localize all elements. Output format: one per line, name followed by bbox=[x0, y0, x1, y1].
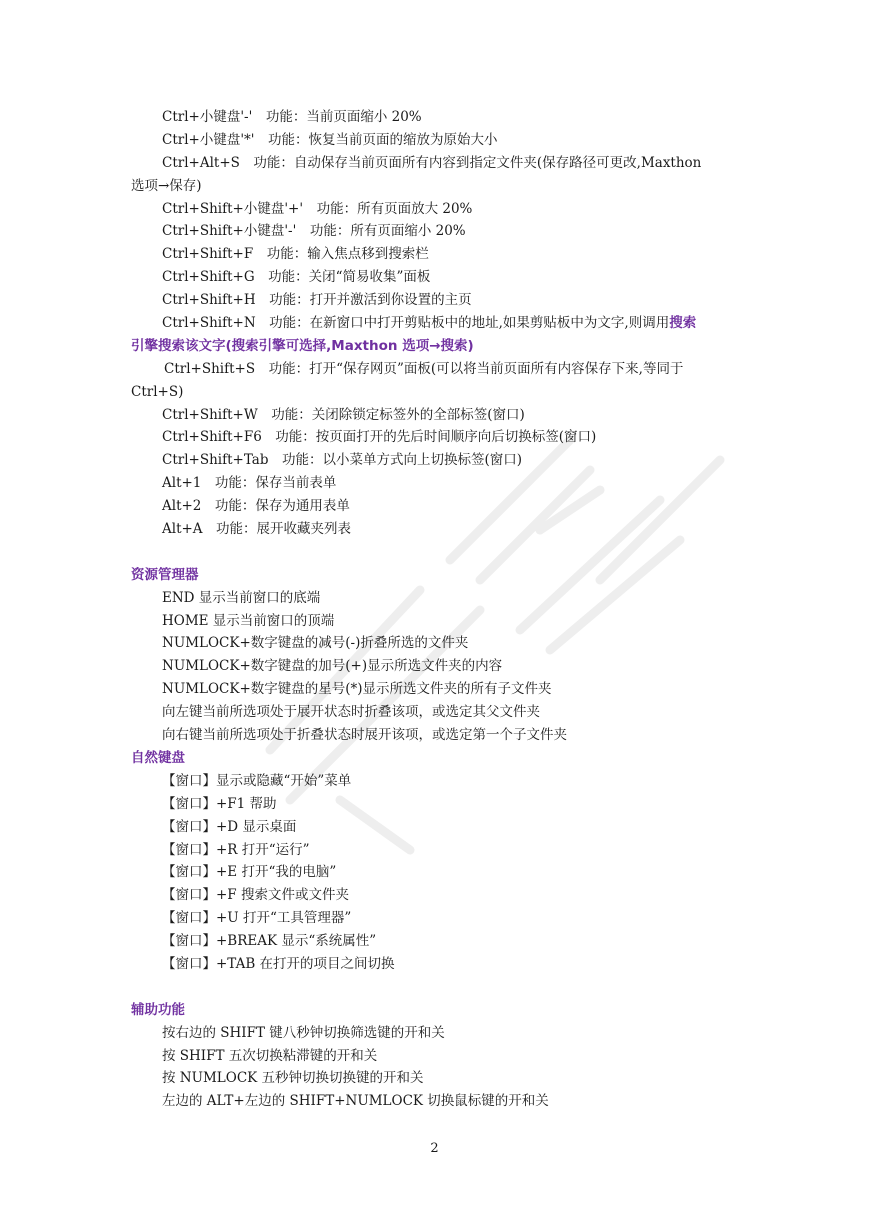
text-line: Ctrl+Shift+F 功能：输入焦点移到搜索栏 bbox=[162, 246, 429, 263]
spacer bbox=[131, 541, 741, 564]
text-line: Ctrl+小键盘'-' 功能：当前页面缩小 20% bbox=[162, 109, 422, 125]
page-number: 2 bbox=[430, 1141, 439, 1156]
text-line: Ctrl+小键盘'*' 功能：恢复当前页面的缩放为原始大小 bbox=[162, 131, 498, 148]
text-line: Ctrl+Alt+S 功能：自动保存当前页面所有内容到指定文件夹(保存路径可更改,Maxthon bbox=[162, 154, 702, 171]
list-item: NUMLOCK+数字键盘的星号(*)显示所选文件夹的所有子文件夹 bbox=[162, 681, 552, 698]
highlight-text: 搜索 bbox=[669, 315, 697, 332]
text-line: 选项→保存) bbox=[131, 177, 202, 194]
text-line: Ctrl+Shift+Tab 功能：以小菜单方式向上切换标签(窗口) bbox=[162, 452, 523, 469]
text-line: Ctrl+Shift+S 功能：打开“保存网页”面板(可以将当前页面所有内容保存下来,等同于 bbox=[164, 360, 684, 377]
list-item: HOME 显示当前窗口的顶端 bbox=[162, 612, 335, 629]
list-item: 【窗口】+BREAK 显示“系统属性” bbox=[162, 933, 377, 950]
list-item: 【窗口】+U 打开“工具管理器” bbox=[162, 910, 352, 927]
list-item: 【窗口】显示或隐藏“开始”菜单 bbox=[162, 772, 352, 789]
list-item: 【窗口】+F1 帮助 bbox=[162, 795, 277, 812]
section-heading-explorer: 资源管理器 bbox=[131, 566, 199, 583]
section-heading-accessibility: 辅助功能 bbox=[131, 1001, 185, 1018]
list-item: 【窗口】+F 搜索文件或文件夹 bbox=[162, 887, 349, 904]
list-item: 向右键当前所选项处于折叠状态时展开该项，或选定第一个子文件夹 bbox=[162, 727, 567, 744]
highlight-text: 引擎搜索该文字(搜索引擎可选择,Maxthon 选项→搜索) bbox=[131, 337, 474, 354]
text-line-ctrl-shift-n bbox=[131, 312, 741, 335]
text-segment: Ctrl+Shift+N 功能：在新窗口中打开剪贴板中的地址,如果剪贴板中为文字,则调用 bbox=[162, 315, 670, 332]
text-line: Alt+A 功能：展开收藏夹列表 bbox=[162, 521, 352, 538]
spacer bbox=[131, 976, 741, 999]
list-item: 向左键当前所选项处于展开状态时折叠该项，或选定其父文件夹 bbox=[162, 704, 540, 721]
list-item: 【窗口】+TAB 在打开的项目之间切换 bbox=[162, 955, 395, 972]
text-line: Alt+2 功能：保存为通用表单 bbox=[162, 498, 350, 515]
list-item: NUMLOCK+数字键盘的减号(-)折叠所选的文件夹 bbox=[162, 635, 469, 652]
list-item: 按 NUMLOCK 五秒钟切换切换键的开和关 bbox=[162, 1070, 424, 1087]
list-item: 【窗口】+D 显示桌面 bbox=[162, 818, 297, 835]
text-line: Alt+1 功能：保存当前表单 bbox=[162, 475, 337, 492]
text-line: Ctrl+Shift+H 功能：打开并激活到你设置的主页 bbox=[162, 292, 472, 309]
text-line: Ctrl+Shift+G 功能：关闭“简易收集”面板 bbox=[162, 269, 431, 286]
list-item: 按右边的 SHIFT 键八秒钟切换筛选键的开和关 bbox=[162, 1024, 445, 1041]
text-line: Ctrl+Shift+小键盘'+' 功能：所有页面放大 20% bbox=[162, 200, 473, 217]
section-heading-keyboard: 自然键盘 bbox=[131, 749, 185, 766]
list-item: 左边的 ALT+左边的 SHIFT+NUMLOCK 切换鼠标键的开和关 bbox=[162, 1093, 549, 1110]
list-item: NUMLOCK+数字键盘的加号(+)显示所选文件夹的内容 bbox=[162, 658, 503, 675]
text-line: Ctrl+Shift+W 功能：关闭除锁定标签外的全部标签(窗口) bbox=[162, 406, 525, 423]
document-body bbox=[131, 106, 741, 1113]
text-line: Ctrl+Shift+F6 功能：按页面打开的先后时间顺序向后切换标签(窗口) bbox=[162, 429, 597, 446]
list-item: 【窗口】+R 打开“运行” bbox=[162, 841, 310, 858]
list-item: 按 SHIFT 五次切换粘滞键的开和关 bbox=[162, 1047, 378, 1064]
text-line: Ctrl+S) bbox=[131, 383, 184, 400]
list-item: 【窗口】+E 打开“我的电脑” bbox=[162, 864, 337, 881]
list-item: END 显示当前窗口的底端 bbox=[162, 589, 321, 606]
text-line: Ctrl+Shift+小键盘'-' 功能：所有页面缩小 20% bbox=[162, 223, 466, 240]
